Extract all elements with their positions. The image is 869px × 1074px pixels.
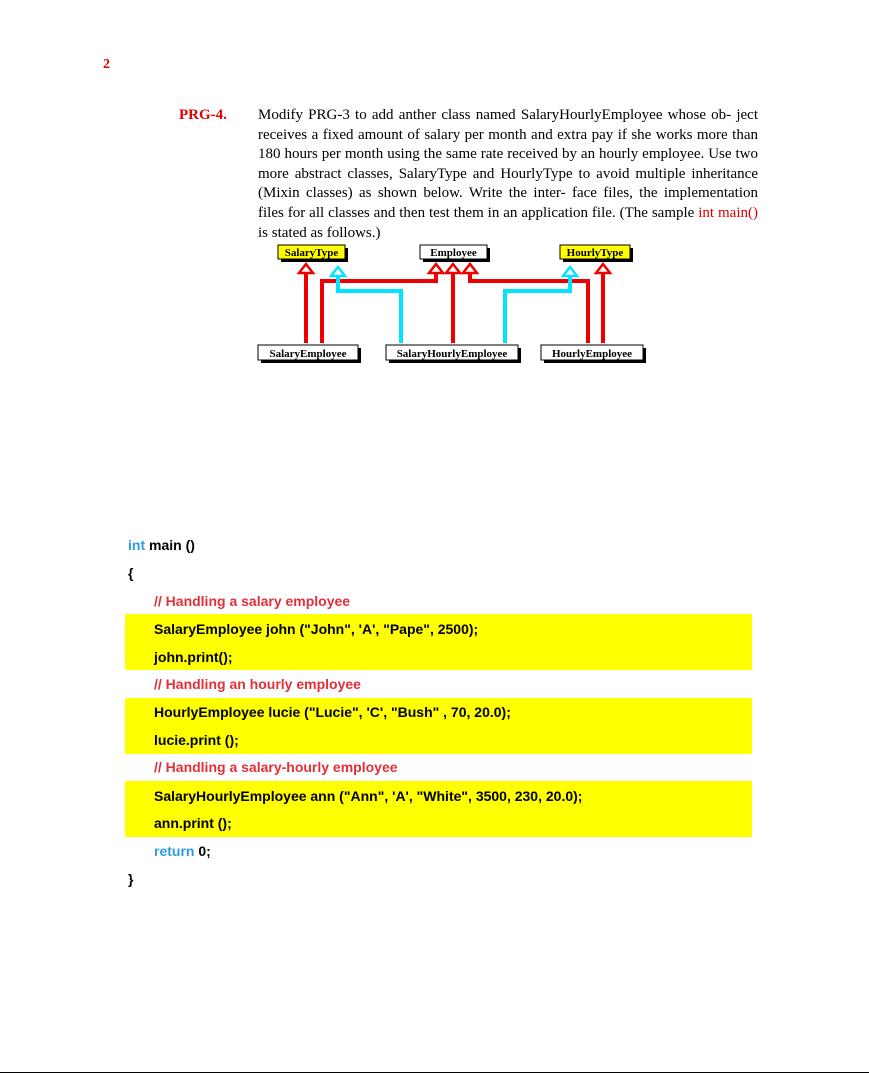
- code-hourly-print: lucie.print ();: [154, 732, 239, 748]
- box-label-salary-type: SalaryType: [284, 247, 339, 259]
- page-bottom-rule: [0, 1072, 869, 1073]
- box-hourly-employee: [541, 345, 646, 363]
- problem-text-before: Modify PRG-3 to add anther class named SalaryHourlyEmployee whose ob- ject receives a fixed amount of salary per month and extra pay if she works more than 180 hours per month using the same rate received by an hourly employee. Use two more abstract classes, SalaryType and HourlyType to avoid multiple inheritance (Mixin classes) as shown below. Write the inter- face files, the implementation files for all classes and then test them in an application file. (The sample: [258, 107, 758, 221]
- problem-label: PRG-4.: [179, 107, 227, 123]
- page-number: 2: [103, 57, 110, 72]
- box-label-employee: Employee: [430, 247, 477, 259]
- code-comment-hourly: // Handling an hourly employee: [154, 676, 361, 692]
- box-label-hourly-employee: HourlyEmployee: [551, 348, 633, 360]
- code-return-rest: 0;: [194, 843, 211, 859]
- class-diagram: [0, 0, 869, 400]
- problem-highlight: int main(): [698, 204, 758, 221]
- code-salary-decl: SalaryEmployee john ("John", 'A', "Pape", 2500);: [154, 621, 479, 637]
- box-label-hourly-type: HourlyType: [566, 247, 624, 259]
- code-open-brace: {: [128, 565, 134, 581]
- code-keyword-return: return: [154, 843, 195, 859]
- code-main-rest: main (): [145, 537, 195, 553]
- code-comment-salary: // Handling a salary employee: [154, 593, 351, 609]
- code-salary-print: john.print();: [154, 649, 233, 665]
- box-hourly-type: [560, 245, 633, 262]
- code-mixed-print: ann.print ();: [154, 815, 232, 831]
- box-label-salary-hourly-employee: SalaryHourlyEmployee: [396, 348, 508, 360]
- box-label-salary-employee: SalaryEmployee: [269, 348, 347, 360]
- code-close-brace: }: [128, 871, 134, 887]
- box-employee: [420, 245, 490, 262]
- box-salary-type: [278, 245, 348, 262]
- problem-text-after: is stated as follows.): [258, 224, 381, 241]
- code-main-signature: [128, 531, 195, 559]
- code-keyword-int: int: [128, 537, 146, 553]
- code-comment-mixed: // Handling a salary-hourly employee: [154, 759, 398, 775]
- box-salary-employee: [258, 345, 361, 363]
- red-arrowheads: [299, 264, 610, 273]
- box-salary-hourly-employee: [386, 345, 521, 363]
- code-mixed-decl: SalaryHourlyEmployee ann ("Ann", 'A', "White", 3500, 230, 20.0);: [154, 788, 583, 804]
- red-links: [306, 273, 603, 343]
- code-hourly-decl: HourlyEmployee lucie ("Lucie", 'C', "Bush" , 70, 20.0);: [154, 704, 511, 720]
- code-return: [154, 837, 211, 865]
